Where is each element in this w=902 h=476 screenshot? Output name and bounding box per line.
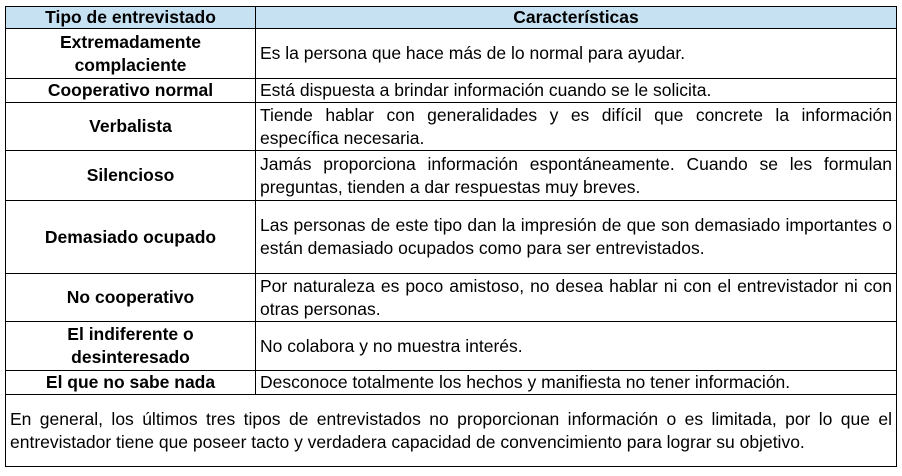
characteristics-cell: Está dispuesta a brindar información cuando se le solicita. bbox=[256, 79, 897, 103]
characteristics-cell: Por naturaleza es poco amistoso, no desea hablar ni con el entrevistador ni con otras personas. bbox=[256, 274, 897, 322]
table-row bbox=[6, 151, 897, 201]
characteristics-cell: Es la persona que hace más de lo normal para ayudar. bbox=[256, 29, 897, 79]
table-row bbox=[6, 322, 897, 371]
interviewee-type-cell: El indiferente o desinteresado bbox=[6, 322, 256, 371]
characteristics-cell: Jamás proporciona información espontáneamente. Cuando se les formulan preguntas, tienden a dar respuestas muy breves. bbox=[256, 151, 897, 201]
table-row bbox=[6, 79, 897, 103]
characteristics-cell: Las personas de este tipo dan la impresión de que son demasiado importantes o están demasiado ocupados como para ser entrevistados. bbox=[256, 201, 897, 274]
table-row bbox=[6, 29, 897, 79]
table-note: En general, los últimos tres tipos de entrevistados no proporcionan información o es limitada, por lo que el entrevistador tiene que poseer tacto y verdadera capacidad de convencimiento para lograr su objetivo. bbox=[6, 395, 897, 467]
interviewee-type-cell: No cooperativo bbox=[6, 274, 256, 322]
table-row bbox=[6, 274, 897, 322]
table-row bbox=[6, 201, 897, 274]
table-note-row bbox=[6, 395, 897, 467]
characteristics-cell: Desconoce totalmente los hechos y manifiesta no tener información. bbox=[256, 371, 897, 395]
interviewee-type-cell: El que no sabe nada bbox=[6, 371, 256, 395]
interviewee-type-cell: Extremadamente complaciente bbox=[6, 29, 256, 79]
interviewee-type-cell: Verbalista bbox=[6, 103, 256, 151]
column-header-type: Tipo de entrevistado bbox=[6, 7, 256, 29]
table-header-row bbox=[6, 7, 897, 29]
characteristics-cell: No colabora y no muestra interés. bbox=[256, 322, 897, 371]
interviewee-type-cell: Silencioso bbox=[6, 151, 256, 201]
table-row bbox=[6, 103, 897, 151]
interviewee-type-cell: Demasiado ocupado bbox=[6, 201, 256, 274]
characteristics-cell: Tiende hablar con generalidades y es difícil que concrete la información específica necesaria. bbox=[256, 103, 897, 151]
table-row bbox=[6, 371, 897, 395]
interviewee-type-cell: Cooperativo normal bbox=[6, 79, 256, 103]
column-header-characteristics: Características bbox=[256, 7, 897, 29]
interviewee-types-table bbox=[5, 6, 897, 467]
